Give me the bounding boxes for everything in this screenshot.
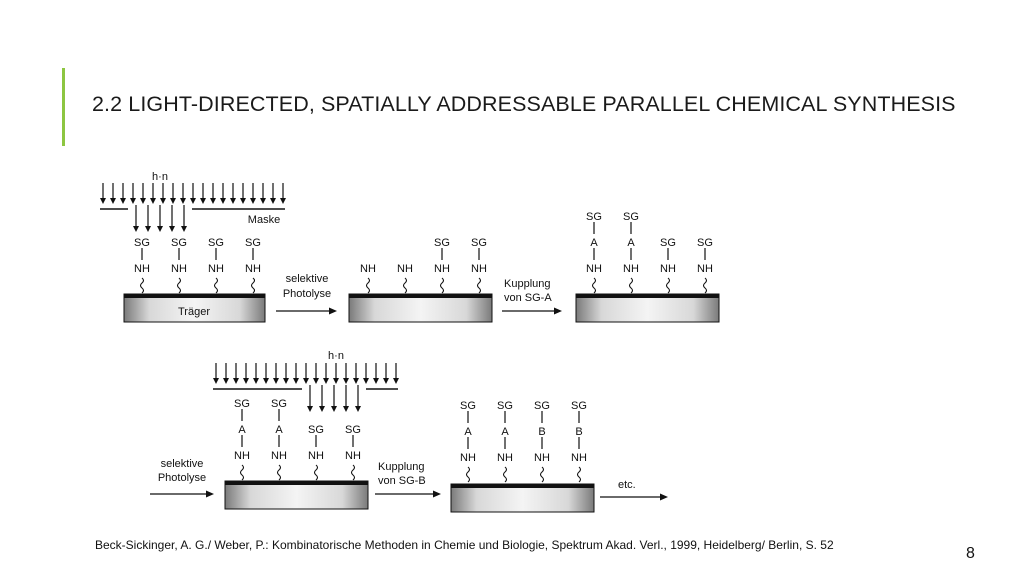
- r1p3-column-2-label-nh: NH: [623, 263, 639, 275]
- r1p3-column-2-linker-squiggle: [630, 278, 633, 293]
- step-arrow-2-head: [554, 308, 562, 315]
- light-through-arrow-0-head: [133, 226, 139, 232]
- light-arrow-11-head: [210, 198, 216, 204]
- support-plate-2: [349, 294, 492, 322]
- r1p3-column-3-label-sg: SG: [660, 237, 676, 249]
- r1p2-column-1-linker-squiggle: [367, 278, 370, 293]
- light-arrow-row2-9-head: [303, 378, 309, 384]
- r2p1-column-3-linker-squiggle: [315, 465, 318, 480]
- r1p2-column-3-linker-squiggle: [441, 278, 444, 293]
- light-through-arrow-3-head: [169, 226, 175, 232]
- r1p1-column-1-label-sg: SG: [134, 237, 150, 249]
- light-through-arrow-row2-1-head: [319, 406, 325, 412]
- step-photolysis-2-line1: selektive: [160, 458, 204, 470]
- step-photolysis-2-line2: Photolyse: [157, 472, 207, 484]
- light-through-arrow-1-head: [145, 226, 151, 232]
- light-arrow-row2-1-head: [223, 378, 229, 384]
- r2p2-column-3-label-b: B: [538, 426, 546, 438]
- light-label-2: h·n: [328, 350, 344, 362]
- r2p1-column-4-label-nh: NH: [345, 450, 361, 462]
- r2p2-column-3-label-sg: SG: [534, 400, 550, 412]
- r1p2-column-4-label-sg: SG: [471, 237, 487, 249]
- light-arrow-6-head: [160, 198, 166, 204]
- light-arrow-row2-8-head: [293, 378, 299, 384]
- r2p2-column-1-label-sg: SG: [460, 400, 476, 412]
- light-through-arrow-row2-3-head: [343, 406, 349, 412]
- light-arrow-0-head: [100, 198, 106, 204]
- r2p2-column-2-label-a: A: [501, 426, 509, 438]
- r2p2-column-2-label-sg: SG: [497, 400, 513, 412]
- light-arrow-row2-5-head: [263, 378, 269, 384]
- r2p2-column-2-label-nh: NH: [497, 452, 513, 464]
- light-through-arrow-4-head: [181, 226, 187, 232]
- support-plate-5: [451, 484, 594, 512]
- r2p1-column-2-label-sg: SG: [271, 398, 287, 410]
- light-arrow-13-head: [230, 198, 236, 204]
- r1p1-column-4-linker-squiggle: [252, 278, 255, 293]
- r1p1-column-2-label-nh: NH: [171, 263, 187, 275]
- r2p1-column-3-label-sg: SG: [308, 424, 324, 436]
- r1p1-column-2-linker-squiggle: [178, 278, 181, 293]
- r1p2-column-1-label-nh: NH: [360, 263, 376, 275]
- light-arrow-row2-14-head: [353, 378, 359, 384]
- light-arrow-1-head: [110, 198, 116, 204]
- light-arrow-row2-16-head: [373, 378, 379, 384]
- light-arrow-row2-11-head: [323, 378, 329, 384]
- step-photolysis-1-line1: selektive: [285, 273, 329, 285]
- r2p2-column-2-linker-squiggle: [504, 467, 507, 482]
- light-arrow-4-head: [140, 198, 146, 204]
- light-arrow-row2-2-head: [233, 378, 239, 384]
- r1p1-column-3-label-nh: NH: [208, 263, 224, 275]
- support-plate-4: [225, 481, 368, 509]
- step-arrow-5-head: [660, 494, 668, 501]
- r2p1-column-1-label-sg: SG: [234, 398, 250, 410]
- light-through-arrow-row2-2-head: [331, 406, 337, 412]
- step-arrow-4-head: [433, 491, 441, 498]
- r1p1-column-4-label-nh: NH: [245, 263, 261, 275]
- light-arrow-9-head: [190, 198, 196, 204]
- r2p1-column-4-label-sg: SG: [345, 424, 361, 436]
- light-arrow-16-head: [260, 198, 266, 204]
- light-arrow-7-head: [170, 198, 176, 204]
- r2p2-column-3-linker-squiggle: [541, 467, 544, 482]
- r2p2-column-1-linker-squiggle: [467, 467, 470, 482]
- light-arrow-row2-18-head: [393, 378, 399, 384]
- light-arrow-row2-15-head: [363, 378, 369, 384]
- light-arrow-5-head: [150, 198, 156, 204]
- r2p2-column-4-linker-squiggle: [578, 467, 581, 482]
- r2p2-column-1-label-nh: NH: [460, 452, 476, 464]
- r1p3-column-1-label-nh: NH: [586, 263, 602, 275]
- support-plate-3-top-edge: [576, 294, 719, 298]
- r1p1-column-2-label-sg: SG: [171, 237, 187, 249]
- light-arrow-15-head: [250, 198, 256, 204]
- r2p2-column-4-label-sg: SG: [571, 400, 587, 412]
- mask-label: Maske: [247, 214, 281, 226]
- step-coupling-b-line2: von SG-B: [378, 475, 426, 487]
- r1p2-column-4-linker-squiggle: [478, 278, 481, 293]
- light-arrow-row2-4-head: [253, 378, 259, 384]
- light-arrow-row2-17-head: [383, 378, 389, 384]
- light-arrow-14-head: [240, 198, 246, 204]
- light-through-arrow-2-head: [157, 226, 163, 232]
- r2p1-column-4-linker-squiggle: [352, 465, 355, 480]
- r1p1-column-4-label-sg: SG: [245, 237, 261, 249]
- light-arrow-10-head: [200, 198, 206, 204]
- r1p3-column-1-label-a: A: [590, 237, 598, 249]
- r1p3-column-3-linker-squiggle: [667, 278, 670, 293]
- r2p1-column-1-label-nh: NH: [234, 450, 250, 462]
- light-arrow-17-head: [270, 198, 276, 204]
- r1p3-column-4-linker-squiggle: [704, 278, 707, 293]
- step-etc-label: etc.: [618, 479, 636, 491]
- step-coupling-a-line1: Kupplung: [504, 278, 551, 290]
- step-arrow-3-head: [206, 491, 214, 498]
- r1p3-column-3-label-nh: NH: [660, 263, 676, 275]
- light-arrow-3-head: [130, 198, 136, 204]
- light-arrow-row2-0-head: [213, 378, 219, 384]
- r1p2-column-4-label-nh: NH: [471, 263, 487, 275]
- light-arrow-row2-6-head: [273, 378, 279, 384]
- r1p3-column-4-label-nh: NH: [697, 263, 713, 275]
- slide-title: 2.2 LIGHT-DIRECTED, SPATIALLY ADDRESSABLE PARALLEL CHEMICAL SYNTHESIS: [92, 92, 956, 116]
- r2p1-column-2-linker-squiggle: [278, 465, 281, 480]
- r1p1-column-1-linker-squiggle: [141, 278, 144, 293]
- citation: Beck-Sickinger, A. G./ Weber, P.: Kombinatorische Methoden in Chemie und Biologie, Spektrum Akad. Verl., 1999, Heidelberg/ Berlin, S. 52: [95, 538, 834, 552]
- r1p1-column-1-label-nh: NH: [134, 263, 150, 275]
- support-plate-5-top-edge: [451, 484, 594, 488]
- light-arrow-row2-10-head: [313, 378, 319, 384]
- r1p2-column-3-label-nh: NH: [434, 263, 450, 275]
- r1p2-column-3-label-sg: SG: [434, 237, 450, 249]
- r1p3-column-1-label-sg: SG: [586, 211, 602, 223]
- r1p1-column-3-linker-squiggle: [215, 278, 218, 293]
- r2p2-column-1-label-a: A: [464, 426, 472, 438]
- r1p3-column-1-linker-squiggle: [593, 278, 596, 293]
- support-plate-4-top-edge: [225, 481, 368, 485]
- light-arrow-row2-3-head: [243, 378, 249, 384]
- r1p3-column-2-label-a: A: [627, 237, 635, 249]
- r2p2-column-3-label-nh: NH: [534, 452, 550, 464]
- r1p3-column-4-label-sg: SG: [697, 237, 713, 249]
- step-photolysis-1-line2: Photolyse: [282, 288, 332, 300]
- step-arrow-1-head: [329, 308, 337, 315]
- light-through-arrow-row2-4-head: [355, 406, 361, 412]
- support-plate-1-top-edge: [124, 294, 265, 298]
- r2p2-column-4-label-b: B: [575, 426, 583, 438]
- r2p1-column-1-label-a: A: [238, 424, 246, 436]
- light-arrow-row2-7-head: [283, 378, 289, 384]
- r2p1-column-3-label-nh: NH: [308, 450, 324, 462]
- support-plate-3: [576, 294, 719, 322]
- r2p1-column-1-linker-squiggle: [241, 465, 244, 480]
- page-number: 8: [966, 545, 975, 562]
- r2p1-column-2-label-a: A: [275, 424, 283, 436]
- light-arrow-2-head: [120, 198, 126, 204]
- r1p2-column-2-linker-squiggle: [404, 278, 407, 293]
- light-arrow-18-head: [280, 198, 286, 204]
- support-plate-2-top-edge: [349, 294, 492, 298]
- r1p3-column-2-label-sg: SG: [623, 211, 639, 223]
- light-through-arrow-row2-0-head: [307, 406, 313, 412]
- light-arrow-12-head: [220, 198, 226, 204]
- r1p2-column-2-label-nh: NH: [397, 263, 413, 275]
- light-label: h·n: [152, 171, 168, 183]
- step-coupling-b-line1: Kupplung: [378, 461, 425, 473]
- light-arrow-row2-12-head: [333, 378, 339, 384]
- r1p1-column-3-label-sg: SG: [208, 237, 224, 249]
- r2p1-column-2-label-nh: NH: [271, 450, 287, 462]
- r2p2-column-4-label-nh: NH: [571, 452, 587, 464]
- step-coupling-a-line2: von SG-A: [504, 292, 552, 304]
- light-arrow-8-head: [180, 198, 186, 204]
- light-arrow-row2-13-head: [343, 378, 349, 384]
- support-label: Träger: [178, 306, 210, 318]
